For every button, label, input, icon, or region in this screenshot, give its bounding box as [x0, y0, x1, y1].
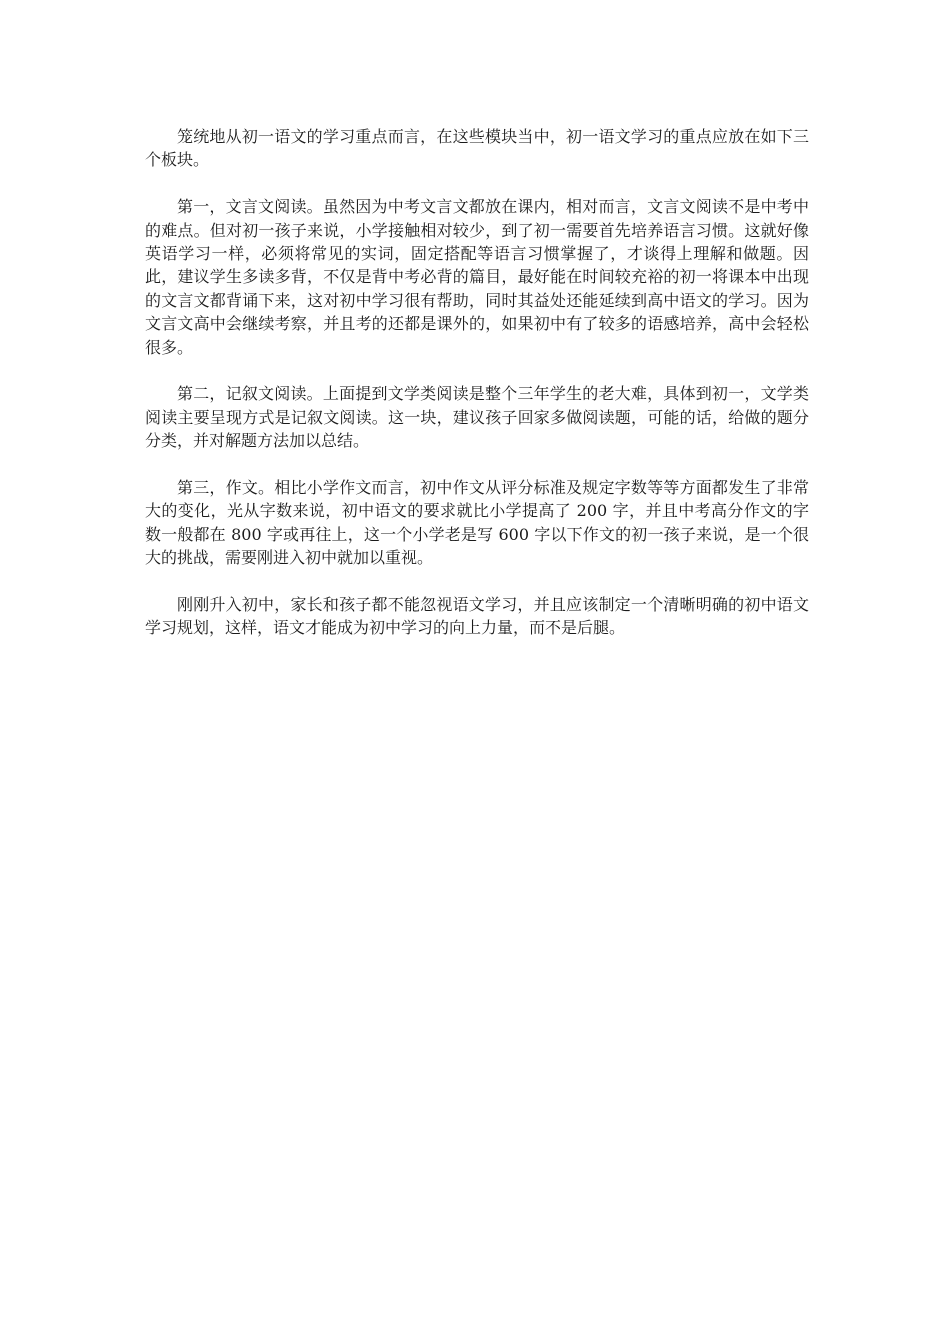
paragraph-classical-chinese: 第一，文言文阅读。虽然因为中考文言文都放在课内，相对而言，文言文阅读不是中考中的难点。但对初一孩子来说，小学接触相对较少，到了初一需要首先培养语言习惯。这就好像英语学习一样，必须将常见的实词，固定搭配等语言习惯掌握了，才谈得上理解和做题。因此，建议学生多读多背，不仅是背中考必背的篇目，最好能在时间较充裕的初一将课本中出现的文言文都背诵下来，这对初中学习很有帮助，同时其益处还能延续到高中语文的学习。因为文言文高中会继续考察，并且考的还都是课外的，如果初中有了较多的语感培养，高中会轻松很多。: [145, 197, 809, 357]
document-body: [145, 125, 809, 663]
paragraph-conclusion: 刚刚升入初中，家长和孩子都不能忽视语文学习，并且应该制定一个清晰明确的初中语文学习规划，这样，语文才能成为初中学习的向上力量，而不是后腿。: [145, 595, 809, 638]
paragraph-composition: 第三，作文。相比小学作文而言，初中作文从评分标准及规定字数等等方面都发生了非常大的变化，光从字数来说，初中语文的要求就比小学提高了 200 字，并且中考高分作文的字数一般都在 800 字或再往上，这一个小学老是写 600 字以下作文的初一孩子来说，是一个很大的挑战，需要刚进入初中就加以重视。: [145, 478, 809, 568]
paragraph-narrative-reading: 第二，记叙文阅读。上面提到文学类阅读是整个三年学生的老大难，具体到初一，文学类阅读主要呈现方式是记叙文阅读。这一块，建议孩子回家多做阅读题，可能的话，给做的题分分类，并对解题方法加以总结。: [145, 384, 809, 451]
paragraph-intro: 笼统地从初一语文的学习重点而言，在这些模块当中，初一语文学习的重点应放在如下三个板块。: [145, 127, 809, 170]
